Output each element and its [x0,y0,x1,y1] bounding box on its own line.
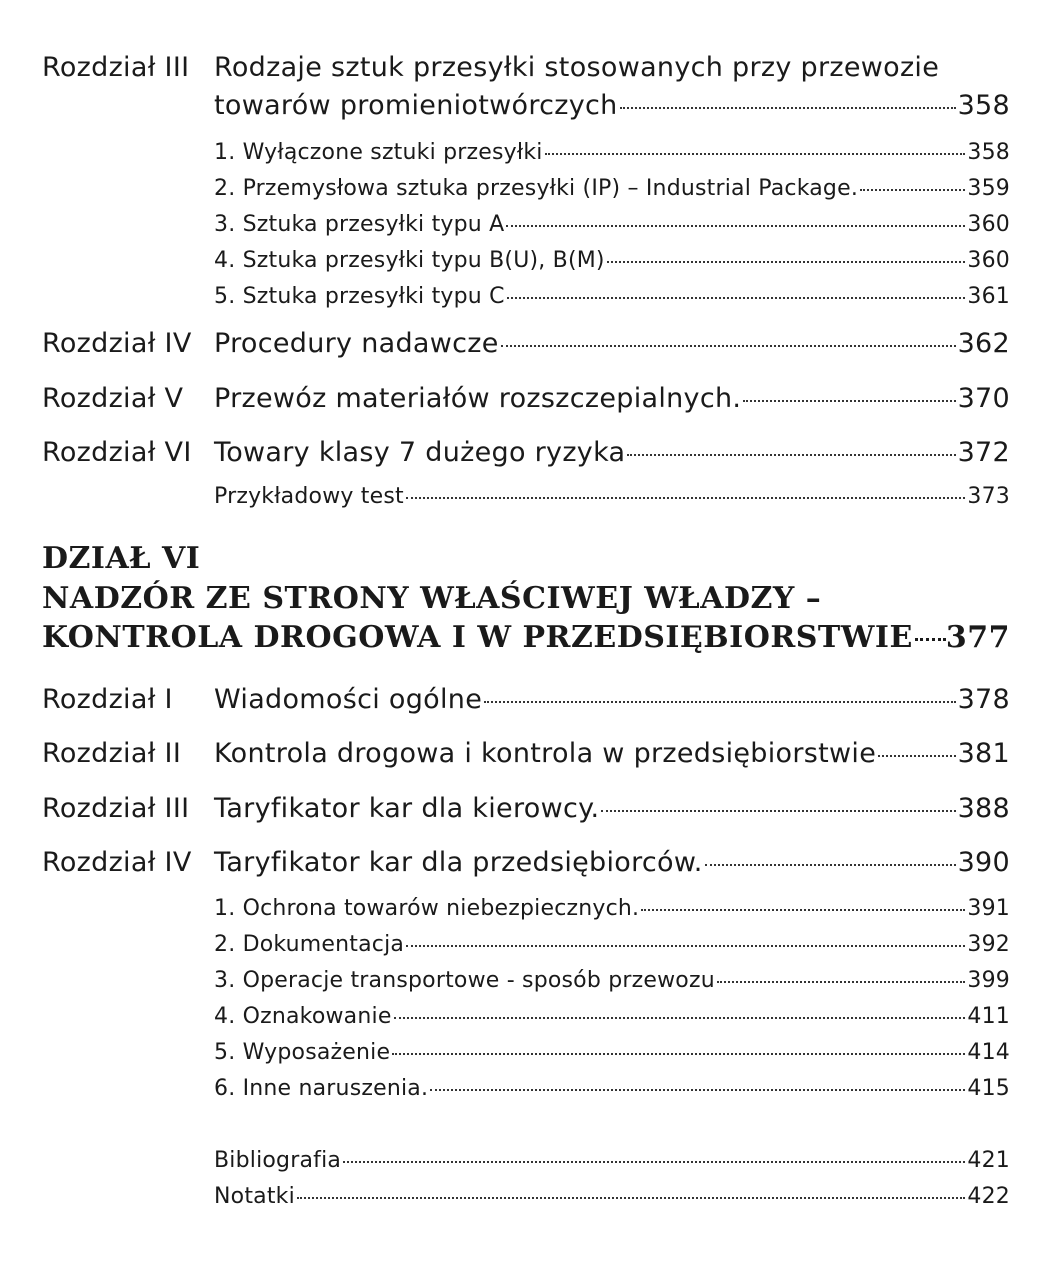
page-number: 381 [957,738,1010,769]
item-title: Przykładowy test [214,484,404,509]
page-number: 358 [957,90,1010,121]
dot-leader [641,909,965,911]
item-title: 3. Sztuka przesyłki typu A [214,212,505,237]
item-title: 5. Wyposażenie [214,1040,391,1065]
page-number: 360 [967,248,1010,273]
toc-p6-chapter-1-entry[interactable] [42,684,1010,715]
item-title: 4. Oznakowanie [214,1004,392,1029]
toc-item[interactable] [214,248,1010,273]
page-number: 359 [967,176,1010,201]
dot-leader [430,1089,965,1091]
dot-leader [705,864,956,866]
dot-leader [601,810,955,812]
toc-chapter-3-heading[interactable] [42,52,939,83]
chapter-label: Rozdział VI [42,437,192,468]
chapter-title: Przewóz materiałów rozszczepialnych. [214,383,742,414]
dot-leader [507,297,966,299]
dot-leader [717,981,966,983]
toc-item[interactable] [214,1076,1010,1101]
page-number: 358 [967,140,1010,165]
dot-leader [297,1197,966,1199]
toc-bibliography[interactable] [214,1148,1010,1173]
chapter-label: Rozdział IV [42,847,192,878]
item-title: 3. Operacje transportowe - sposób przewozu [214,968,715,993]
item-title: 1. Wyłączone sztuki przesyłki [214,140,543,165]
page-number: 378 [957,684,1010,715]
dot-leader [343,1161,965,1163]
chapter-title: Taryfikator kar dla przedsiębiorców. [214,847,703,878]
chapter-title: Procedury nadawcze [214,328,499,359]
toc-item[interactable] [214,284,1010,309]
dot-leader [915,638,946,641]
dot-leader [743,400,955,402]
chapter-title: Taryfikator kar dla kierowcy. [214,793,600,824]
page-number: 392 [967,932,1010,957]
dot-leader [392,1053,965,1055]
page-number: 422 [967,1184,1010,1209]
toc-item[interactable] [214,968,1010,993]
chapter-title-line1: Rodzaje sztuk przesyłki stosowanych przy przewozie [214,52,940,83]
dot-leader [878,755,955,757]
page-number: 399 [967,968,1010,993]
page-number: 370 [957,383,1010,414]
item-title: Bibliografia [214,1148,342,1173]
page-number: 414 [967,1040,1010,1065]
item-title: 6. Inne naruszenia. [214,1076,429,1101]
chapter-title-line2: towarów promieniotwórczych [214,90,618,121]
toc-item[interactable] [214,1040,1010,1065]
toc-item[interactable] [214,896,1010,921]
dot-leader [406,497,966,499]
chapter-title: Wiadomości ogólne [214,684,483,715]
page-number: 373 [967,484,1010,509]
item-title: 2. Dokumentacja [214,932,405,957]
dot-leader [394,1017,966,1019]
page-number: 372 [957,437,1010,468]
dot-leader [627,454,955,456]
page-number: 391 [967,896,1010,921]
page-number: 360 [967,212,1010,237]
chapter-label: Rozdział IV [42,328,192,359]
item-title: 2. Przemysłowa sztuka przesyłki (IP) – Industrial Package. [214,176,859,201]
page-number: 411 [967,1004,1010,1029]
toc-p6-chapter-3-entry[interactable] [42,793,1010,824]
toc-chapter-5-entry[interactable] [42,383,1010,414]
chapter-title: Kontrola drogowa i kontrola w przedsiębiorstwie [214,738,877,769]
item-title: 5. Sztuka przesyłki typu C [214,284,505,309]
item-title: 4. Sztuka przesyłki typu B(U), B(M) [214,248,605,273]
toc-item[interactable] [214,212,1010,237]
page-number: 362 [957,328,1010,359]
dot-leader [545,153,966,155]
toc-notes[interactable] [214,1184,1010,1209]
section-heading-line3: KONTROLA DROGOWA I W PRZEDSIĘBIORSTWIE [42,620,913,655]
dot-leader [620,107,956,109]
chapter-title: Towary klasy 7 dużego ryzyka [214,437,626,468]
page-number: 415 [967,1076,1010,1101]
section-heading-line2: NADZÓR ZE STRONY WŁAŚCIWEJ WŁADZY – [42,581,822,616]
dot-leader [607,261,966,263]
chapter-label: Rozdział III [42,793,190,824]
section-heading-line1: DZIAŁ VI [42,541,201,576]
toc-item[interactable] [214,932,1010,957]
toc-item-sample-test[interactable] [214,484,1010,509]
dot-leader [506,225,965,227]
page-number: 390 [957,847,1010,878]
item-title: Notatki [214,1184,295,1209]
dot-leader [406,945,965,947]
toc-chapter-3-entry[interactable] [214,90,1010,121]
toc-p6-chapter-2-entry[interactable] [42,738,1010,769]
page-number: 377 [945,620,1010,655]
chapter-label: Rozdział II [42,738,182,769]
dot-leader [484,701,955,703]
toc-item[interactable] [214,140,1010,165]
toc-item[interactable] [214,176,1010,201]
toc-chapter-4-entry[interactable] [42,328,1010,359]
toc-p6-chapter-4-entry[interactable] [42,847,1010,878]
toc-section-6-entry[interactable] [42,620,1010,655]
chapter-label: Rozdział III [42,52,190,83]
page-number: 361 [967,284,1010,309]
dot-leader [501,345,956,347]
page-number: 388 [957,793,1010,824]
item-title: 1. Ochrona towarów niebezpiecznych. [214,896,640,921]
chapter-label: Rozdział I [42,684,173,715]
chapter-label: Rozdział V [42,383,184,414]
page-number: 421 [967,1148,1010,1173]
dot-leader [860,189,965,191]
toc-chapter-6-entry[interactable] [42,437,1010,468]
toc-item[interactable] [214,1004,1010,1029]
